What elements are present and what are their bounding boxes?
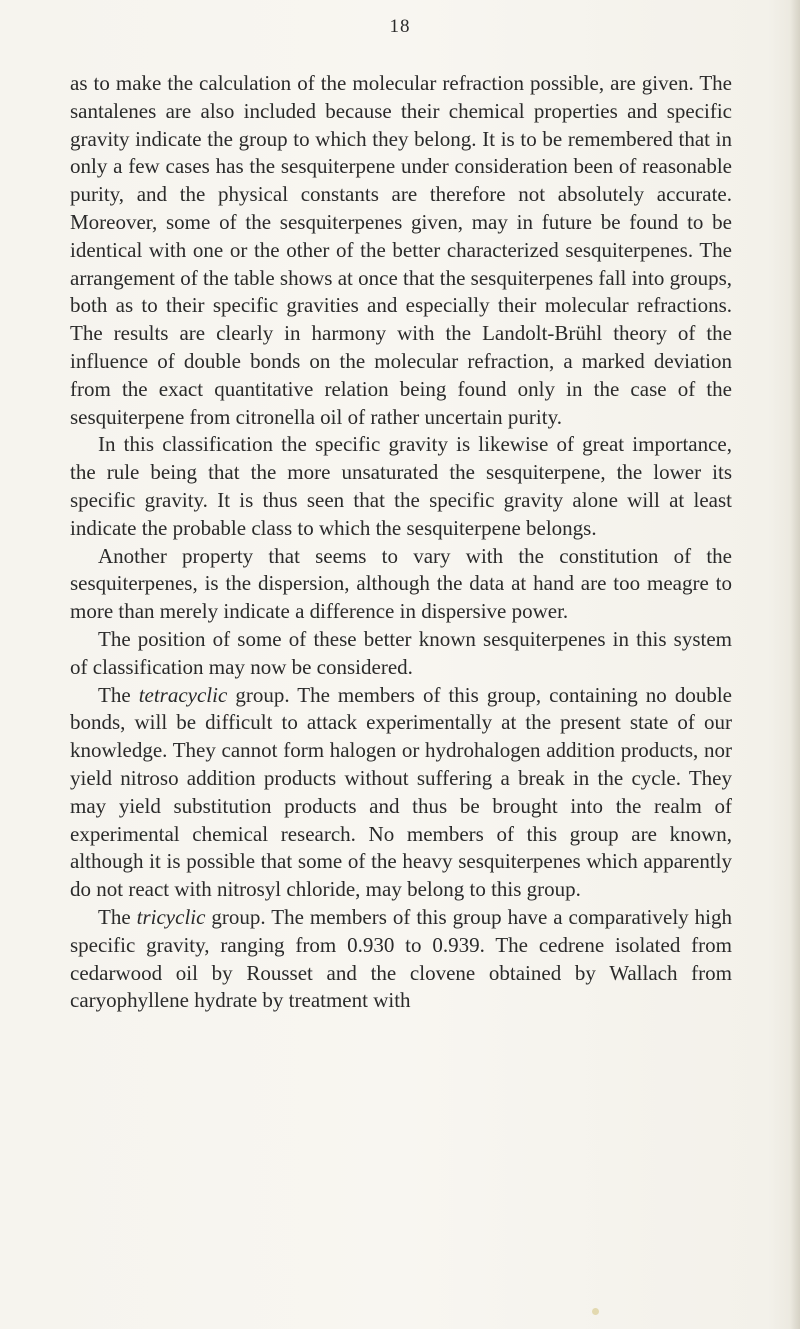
paragraph-text: In this classification the specific gravity is likewise of great importance, the rule being that the more unsaturated the sesquiterpene, the lower its specific gravity. It is thus seen that the specific gravity alone will at least indicate the probable class to which the sesquiterpene belongs.: [70, 432, 732, 540]
paragraph-lead: The: [98, 904, 137, 929]
paragraph-2: [70, 431, 732, 542]
paragraph-text: The position of some of these better known sesquiterpenes in this system of classification may now be considered.: [70, 626, 732, 679]
paragraph-text: Another property that seems to vary with the constitution of the sesquiterpenes, is the dispersion, although the data at hand are too meagre to more than merely indicate a difference in dispersive power.: [70, 543, 732, 624]
page-edge-shadow: [790, 0, 800, 1329]
paragraph-4: [70, 626, 732, 682]
paragraph-text: group. The members of this group, containing no double bonds, will be difficult to attack experimentally at the present state of our knowledge. They cannot form halogen or hydrohalogen addition products, nor yield nitroso addition products without suffering a break in the cycle. They may yield substitution products and thus be brought into the realm of experimental chemical research. No members of this group are known, although it is possible that some of the heavy sesquiterpenes which apparently do not react with nitrosyl chloride, may belong to this group.: [70, 682, 732, 902]
page-number: 18: [389, 16, 411, 37]
paragraph-1: [70, 70, 732, 431]
paragraph-5: [70, 682, 732, 904]
group-term: tetracyclic: [138, 682, 228, 707]
body-text: [70, 70, 732, 1015]
paragraph-text: group. The members of this group have a comparatively high specific gravity, ranging from 0.930 to 0.939. The cedrene isolated from cedarwood oil by Rousset and the clovene obtained by Wallach from caryophyllene hydrate by treatment with: [70, 904, 732, 1013]
paragraph-3: [70, 543, 732, 626]
paragraph-6: [70, 904, 732, 1015]
paragraph-text: as to make the calculation of the molecular refraction possible, are given. The santalenes are also included because their chemical properties and specific gravity indicate the group to which they belong. It is to be remembered that in only a few cases has the sesquiterpene under consideration been of reasonable purity, and the physical constants are therefore not absolutely accurate. Moreover, some of the sesquiterpenes given, may in future be found to be identical with one or the other of the better characterized sesquiterpenes. The arrangement of the table shows at once that the sesquiterpenes fall into groups, both as to their specific gravities and especially their molecular refractions. The results are clearly in harmony with the Landolt-Brühl theory of the influence of double bonds on the molecular refraction, a marked deviation from the exact quantitative relation being found only in the case of the sesquiterpene from citronella oil of rather uncertain purity.: [70, 71, 732, 429]
paper-blemish: [592, 1308, 599, 1315]
paragraph-lead: The: [98, 682, 139, 707]
group-term: tricyclic: [136, 904, 206, 929]
